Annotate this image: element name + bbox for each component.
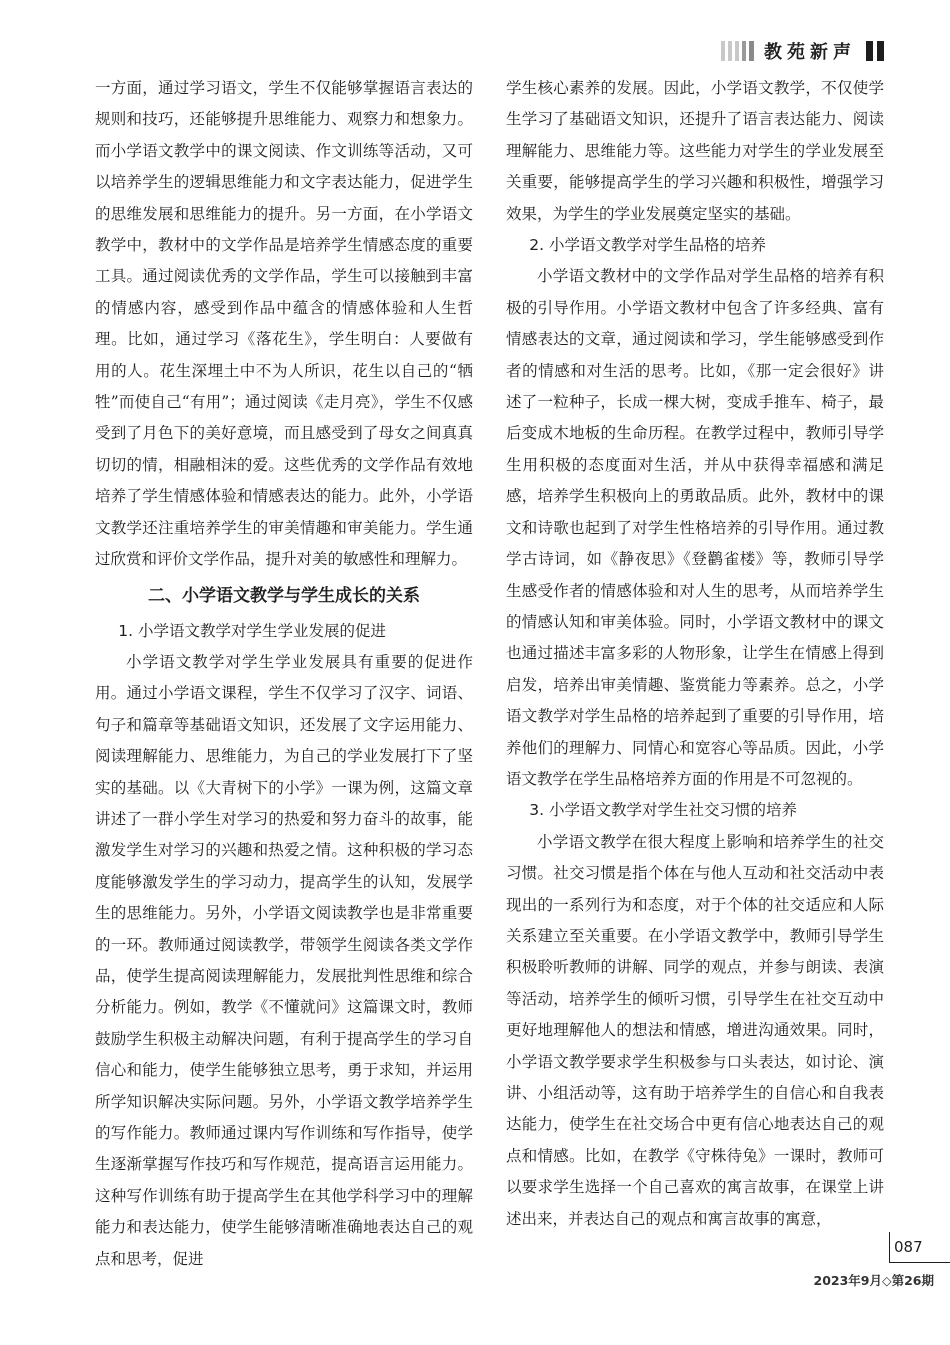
header-bars-right xyxy=(866,41,884,61)
page-number: 087 xyxy=(889,1232,950,1263)
header-bars-left xyxy=(721,41,754,61)
left-column xyxy=(95,73,473,1275)
section-heading: 二、小学语文教学与学生成长的关系 xyxy=(148,585,420,606)
right-column xyxy=(506,73,884,1235)
paragraph: 小学语文教学在很大程度上影响和培养学生的社交习惯。社交习惯是指个体在与他人互动和社交活动中表现出的一系列行为和态度，对于个体的社交适应和人际关系建立至关重要。在小学语文教学中，教师引导学生积极聆听教师的讲解、同学的观点，并参与朗读、表演等活动，培养学生的倾听习惯，引导学生在社交互动中更好地理解他人的想法和情感，增进沟通效果。同时，小学语文教学要求学生积极参与口头表达，如讨论、演讲、小组活动等，这有助于培养学生的自信心和自我表达能力，使学生在社交场合中更有信心地表达自己的观点和情感。比如，在教学《守株待兔》一课时，教师可以要求学生选择一个自己喜欢的寓言故事，在课堂上讲述出来，并表达自己的观点和寓言故事的寓意， xyxy=(506,832,884,1228)
issue-date: 2023年9月◇第26期 xyxy=(813,1273,934,1288)
paragraph: 学生核心素养的发展。因此，小学语文教学，不仅使学生学习了基础语文知识，还提升了语言表达能力、阅读理解能力、思维能力等。这些能力对学生的学业发展至关重要，能够提高学生的学习兴趣和积极性，增强学习效果，为学生的学业发展奠定坚实的基础。 xyxy=(506,79,884,223)
paragraph: 小学语文教学对学生学业发展具有重要的促进作用。通过小学语文课程，学生不仅学习了汉字、词语、句子和篇章等基础语文知识，还发展了文字运用能力、阅读理解能力、思维能力，为自己的学业发展打下了坚实的基础。以《大青树下的小学》一课为例，这篇文章讲述了一群小学生对学习的热爱和努力奋斗的故事，能激发学生对学习的兴趣和热爱之情。这种积极的学习态度能够激发学生的学习动力，提高学生的认知，发展学生的思维能力。另外，小学语文阅读教学也是非常重要的一环。教师通过阅读教学，带领学生阅读各类文学作品，使学生提高阅读理解能力，发展批判性思维和综合分析能力。例如，教学《不懂就问》这篇课文时，教师鼓励学生积极主动解决问题，有利于提高学生的学习自信心和能力，使学生能够独立思考，勇于求知，并运用所学知识解决实际问题。另外，小学语文教学培养学生的写作能力。教师通过课内写作训练和写作指导，使学生逐渐掌握写作技巧和写作规范，提高语言运用能力。这种写作训练有助于提高学生在其他学科学习中的理解能力和表达能力，使学生能够清晰准确地表达自己的观点和思考，促进 xyxy=(95,652,473,1268)
running-header xyxy=(721,38,884,64)
paragraph: 小学语文教材中的文学作品对学生品格的培养有积极的引导作用。小学语文教材中包含了许多经典、富有情感表达的文章，通过阅读和学习，学生能够感受到作者的情感和对生活的思考。比如，《那一定会很好》讲述了一粒种子，长成一棵大树，变成手推车、椅子，最后变成木地板的生命历程。在教学过程中，教师引导学生用积极的态度面对生活，并从中获得幸福感和满足感，培养学生积极向上的勇敢品质。此外，教材中的课文和诗歌也起到了对学生性格培养的引导作用。通过教学古诗词，如《静夜思》《登鹳雀楼》等，教师引导学生感受作者的情感体验和对人生的思考，从而培养学生的情感认知和审美体验。同时，小学语文教材中的课文也通过描述丰富多彩的人物形象，让学生在情感上得到启发，培养出审美情趣、鉴赏能力等素养。总之，小学语文教学对学生品格的培养起到了重要的引导作用，培养他们的理解力、同情心和宽容心等品质。因此，小学语文教学在学生品格培养方面的作用是不可忽视的。 xyxy=(506,267,884,788)
column-title: 教苑新声 xyxy=(764,42,856,63)
subsection-heading: 1. 小学语文教学对学生学业发展的促进 xyxy=(118,621,386,640)
subsection-heading: 2. 小学语文教学对学生品格的培养 xyxy=(529,236,766,255)
paragraph: 一方面，通过学习语文，学生不仅能够掌握语言表达的规则和技巧，还能够提升思维能力、观察力和想象力。而小学语文教学中的课文阅读、作文训练等活动，又可以培养学生的逻辑思维能力和文字表达能力，促进学生的思维发展和思维能力的提升。另一方面，在小学语文教学中，教材中的文学作品是培养学生情感态度的重要工具。通过阅读优秀的文学作品，学生可以接触到丰富的情感内容，感受到作品中蕴含的情感体验和人生哲理。比如，通过学习《落花生》，学生明白：人要做有用的人。花生深埋土中不为人所识，花生以自己的“牺牲”而使自己“有用”；通过阅读《走月亮》，学生不仅感受到了月色下的美好意境，而且感受到了母女之间真真切切的情，相融相沫的爱。这些优秀的文学作品有效地培养了学生情感体验和情感表达的能力。此外，小学语文教学还注重培养学生的审美情趣和审美能力。学生通过欣赏和评价文学作品，提升对美的敏感性和理解力。 xyxy=(95,79,473,569)
subsection-heading: 3. 小学语文教学对学生社交习惯的培养 xyxy=(529,801,797,820)
